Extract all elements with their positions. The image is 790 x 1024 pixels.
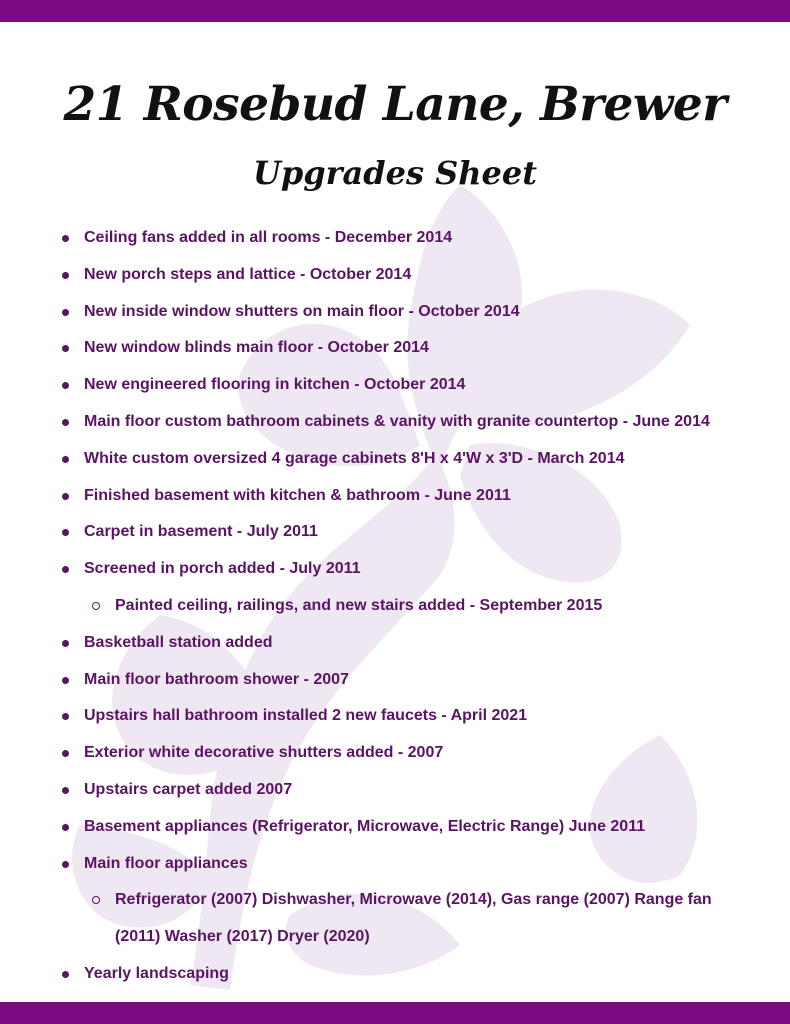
list-item xyxy=(0,735,790,772)
list-item-text: Basement appliances (Refrigerator, Microwave, Electric Range) June 2011 xyxy=(84,817,646,835)
bullet-icon xyxy=(62,529,69,536)
bullet-icon xyxy=(62,787,69,794)
top-accent-bar xyxy=(0,0,790,22)
list-item-text: Carpet in basement - July 2011 xyxy=(84,523,318,541)
bullet-icon xyxy=(62,750,69,757)
bullet-icon xyxy=(62,309,69,316)
list-item-text: Exterior white decorative shutters added - 2007 xyxy=(84,744,444,762)
bullet-icon xyxy=(62,971,69,978)
hollow-bullet-icon xyxy=(92,602,100,610)
list-item-text: Painted ceiling, railings, and new stairs added - September 2015 xyxy=(115,596,603,614)
list-item-text: Upstairs hall bathroom installed 2 new faucets - April 2021 xyxy=(84,707,528,725)
bullet-icon xyxy=(62,235,69,242)
sub-list-item xyxy=(0,919,790,956)
list-item-text: New inside window shutters on main floor - October 2014 xyxy=(84,302,520,320)
list-item-text: White custom oversized 4 garage cabinets 8'H x 4'W x 3'D - March 2014 xyxy=(84,449,625,467)
list-item-text: Upstairs carpet added 2007 xyxy=(84,780,293,798)
list-item-text: Screened in porch added - July 2011 xyxy=(84,560,361,578)
list-item-text: Main floor appliances xyxy=(84,854,248,872)
list-item-text: New window blinds main floor - October 2014 xyxy=(84,339,429,357)
list-item xyxy=(0,772,790,809)
bullet-icon xyxy=(62,493,69,500)
sub-list-item xyxy=(0,882,790,919)
list-item-text: New engineered flooring in kitchen - October 2014 xyxy=(84,376,466,394)
list-item-text: (2011) Washer (2017) Dryer (2020) xyxy=(115,928,370,946)
upgrades-list xyxy=(0,220,790,993)
bullet-icon xyxy=(62,456,69,463)
bullet-icon xyxy=(62,272,69,279)
bullet-icon xyxy=(62,861,69,868)
sub-list-item xyxy=(0,588,790,625)
list-item xyxy=(0,625,790,662)
bullet-icon xyxy=(62,640,69,647)
bullet-icon xyxy=(62,345,69,352)
page-subtitle: Upgrades Sheet xyxy=(252,154,537,192)
bullet-icon xyxy=(62,382,69,389)
list-item-text: Refrigerator (2007) Dishwasher, Microwave (2014), Gas range (2007) Range fan xyxy=(115,891,712,909)
list-item xyxy=(0,404,790,441)
bullet-icon xyxy=(62,566,69,573)
list-item-text: Main floor bathroom shower - 2007 xyxy=(84,670,349,688)
hollow-bullet-icon xyxy=(92,896,100,904)
list-item xyxy=(0,809,790,846)
list-item xyxy=(0,367,790,404)
page-title: 21 Rosebud Lane, Brewer xyxy=(63,77,727,132)
list-item-text: Basketball station added xyxy=(84,633,273,651)
list-item-text: Finished basement with kitchen & bathroom - June 2011 xyxy=(84,486,511,504)
bullet-icon xyxy=(62,824,69,831)
list-item xyxy=(0,514,790,551)
list-item-text: Main floor custom bathroom cabinets & vanity with granite countertop - June 2014 xyxy=(84,412,710,430)
list-item xyxy=(0,330,790,367)
list-item xyxy=(0,294,790,331)
list-item xyxy=(0,478,790,515)
bullet-icon xyxy=(62,713,69,720)
list-item xyxy=(0,846,790,883)
bottom-accent-bar xyxy=(0,1002,790,1024)
list-item xyxy=(0,551,790,588)
list-item-text: New porch steps and lattice - October 2014 xyxy=(84,265,412,283)
list-item xyxy=(0,662,790,699)
bullet-icon xyxy=(62,677,69,684)
list-item xyxy=(0,698,790,735)
list-item xyxy=(0,956,790,993)
list-item xyxy=(0,441,790,478)
list-item-text: Ceiling fans added in all rooms - December 2014 xyxy=(84,229,453,246)
list-item xyxy=(0,220,790,257)
list-item xyxy=(0,257,790,294)
bullet-icon xyxy=(62,419,69,426)
list-item-text: Yearly landscaping xyxy=(84,964,229,982)
